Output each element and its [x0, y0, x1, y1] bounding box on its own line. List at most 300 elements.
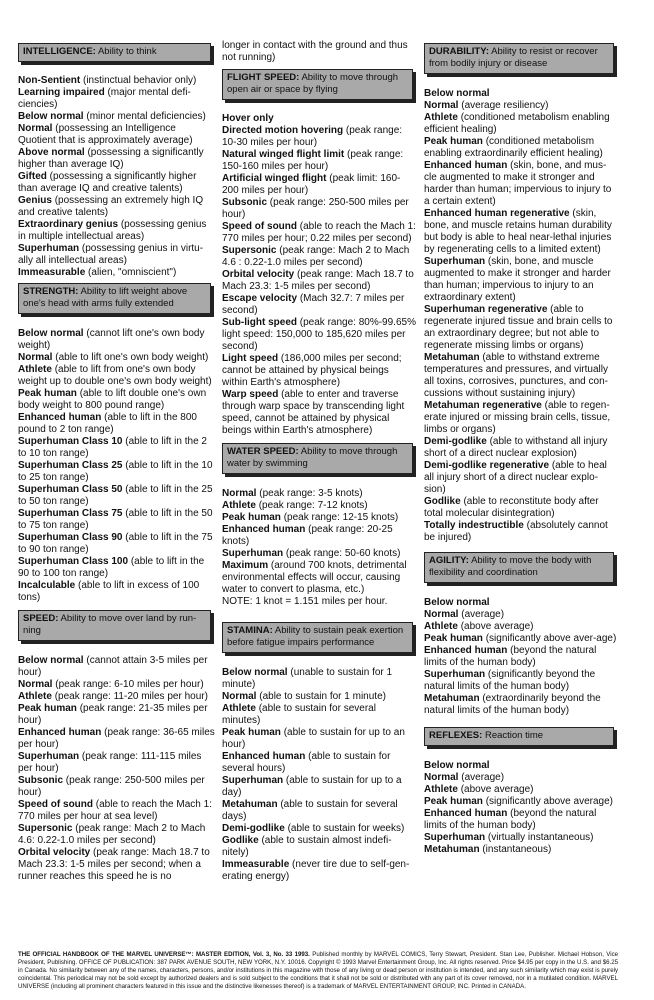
strength-header [18, 283, 211, 314]
agility-level-item [424, 669, 618, 693]
strength-level-item [18, 388, 215, 412]
water-level-name: Superhuman [222, 548, 284, 559]
reflexes-list [424, 760, 618, 856]
durability-level-name: Totally indestructible [424, 520, 524, 531]
strength-level-name: Superhuman Class 25 [18, 460, 123, 471]
intelligence-level-item [18, 75, 215, 87]
water-level-item [222, 500, 417, 512]
agility-level-name: Athlete [424, 621, 458, 632]
stamina-list [222, 667, 417, 883]
speed-level-desc: (peak range: 111-115 miles per hour) [18, 751, 202, 774]
water-level-desc: (peak range: 50-60 knots) [285, 548, 401, 559]
durability-level-name: Normal [424, 100, 459, 111]
agility-level-desc: (extraordinarily beyond the natural limits of the human body) [424, 693, 601, 716]
intelligence-level-desc: (minor mental deficiencies) [86, 111, 206, 122]
flight-level-desc: (Mach 32.7: 7 miles per second) [222, 293, 405, 316]
intelligence-level-desc: (possessing a significantly higher than average IQ) [18, 147, 204, 170]
durability-level-item [424, 460, 618, 496]
strength-level-name: Athlete [18, 364, 52, 375]
speed-level-desc: (able to reach the Mach 1: 770 miles per hour at sea level) [18, 799, 212, 822]
strength-level-item [18, 328, 215, 352]
speed-level-item [18, 823, 215, 847]
flight-level-desc: (peak range: 80%-99.65% light speed: 150,000 to 185,620 miles per second) [222, 317, 416, 352]
intelligence-level-desc: (major mental defi-ciencies) [18, 87, 191, 110]
intelligence-level-desc: (possessing genius in multiple intellectual areas) [18, 219, 207, 242]
strength-level-name: Enhanced human [18, 412, 102, 423]
durability-level-name: Godlike [424, 496, 461, 507]
flight-title: FLIGHT SPEED: [227, 72, 300, 83]
stamina-level-name: Metahuman [222, 799, 278, 810]
durability-header [424, 43, 614, 74]
stamina-level-item [222, 727, 417, 751]
intelligence-level-desc: (alien, "omniscient") [88, 267, 177, 278]
reflexes-level-desc: (significantly above average) [485, 796, 613, 807]
flight-level-name: Natural winged flight limit [222, 149, 345, 160]
agility-level-name: Normal [424, 609, 459, 620]
durability-level-desc: (able to withstand all injury short of a direct nuclear explosion) [424, 436, 608, 459]
speed-desc: Ability to move over land by run-ning [23, 613, 197, 636]
stamina-level-desc: (able to sustain for up to an hour) [222, 727, 405, 750]
water-level-desc: (peak range: 3-5 knots) [259, 488, 363, 499]
strength-level-item [18, 352, 215, 364]
water-level-name: Peak human [222, 512, 281, 523]
stamina-level-name: Enhanced human [222, 751, 306, 762]
agility-level-desc: (beyond the natural limits of the human body) [424, 645, 597, 668]
speed-level-desc: (peak range: Mach 18.7 to Mach 23.3: 1-5 miles per second; when a runner reaches this speed he is no [18, 847, 210, 882]
flight-level-name: Speed of sound [222, 221, 297, 232]
intelligence-level-item [18, 171, 215, 195]
flight-level-item [222, 245, 417, 269]
strength-level-name: Superhuman Class 90 [18, 532, 123, 543]
speed-level-desc: (cannot attain 3-5 miles per hour) [18, 655, 208, 678]
flight-level-desc: (peak range: Mach 2 to Mach 4.6 : 0.22-1.0 miles per second) [222, 245, 410, 268]
stamina-level-item [222, 859, 417, 883]
flight-level-name: Escape velocity [222, 293, 298, 304]
intelligence-level-item [18, 219, 215, 243]
intelligence-level-item [18, 267, 215, 279]
strength-level-name: Incalculable [18, 580, 76, 591]
stamina-level-desc: (unable to sustain for 1 minute) [222, 667, 393, 690]
strength-level-name: Superhuman Class 75 [18, 508, 123, 519]
flight-level-item [222, 317, 417, 353]
reflexes-level-name: Enhanced human [424, 808, 508, 819]
durability-level-desc: (conditioned metabolism enabling efficient healing) [424, 112, 610, 135]
water-level-item [222, 524, 417, 548]
stamina-level-item [222, 751, 417, 775]
intelligence-level-name: Extraordinary genius [18, 219, 119, 230]
strength-level-desc: (able to lift from one's own body weight up to double one's own body weight) [18, 364, 212, 387]
durability-level-item [424, 100, 618, 112]
flight-level-desc: (peak range: 250-500 miles per hour) [222, 197, 409, 220]
flight-level-desc: (able to enter and traverse through warp space by transcending light speed, cannot be attained by physical beings within Earth's atmosphere) [222, 389, 405, 436]
strength-level-item [18, 436, 215, 460]
durability-level-desc: (able to regenerate injured tissue and brain cells to an extraordinary degree; but not able to regenerate missing limbs or organs) [424, 304, 613, 351]
durability-level-item [424, 520, 618, 544]
speed-level-name: Speed of sound [18, 799, 93, 810]
water-list [222, 488, 417, 596]
intelligence-level-name: Genius [18, 195, 52, 206]
stamina-level-item [222, 823, 417, 835]
flight-level-name: Directed motion hovering [222, 125, 344, 136]
reflexes-level-name: Normal [424, 772, 459, 783]
strength-level-desc: (able to lift in the 90 to 100 ton range) [18, 556, 205, 579]
reflexes-header [424, 727, 614, 746]
durability-level-desc: (able to reconstitute body after total molecular disintegration) [424, 496, 599, 519]
durability-level-item [424, 352, 618, 400]
agility-level-desc: (above average) [460, 621, 534, 632]
intelligence-level-name: Non-Sentient [18, 75, 81, 86]
durability-desc: Ability to resist or recover from bodily injury or disease [429, 46, 598, 69]
intelligence-level-name: Immeasurable [18, 267, 86, 278]
durability-level-item [424, 436, 618, 460]
speed-level-item [18, 655, 215, 679]
speed-level-desc: (peak range: 250-500 miles per hour) [18, 775, 205, 798]
stamina-level-name: Godlike [222, 835, 259, 846]
flight-level-item [222, 221, 417, 245]
reflexes-desc: Reaction time [484, 730, 544, 741]
speed-continued: longer in contact with the ground and thus not running) [222, 40, 408, 63]
speed-level-name: Peak human [18, 703, 77, 714]
durability-level-name: Below normal [424, 88, 490, 99]
speed-level-desc: (peak range: 21-35 miles per hour) [18, 703, 208, 726]
flight-level-name: Hover only [222, 113, 274, 124]
speed-level-desc: (peak range: 36-65 miles per hour) [18, 727, 215, 750]
stamina-level-item [222, 775, 417, 799]
durability-level-item [424, 304, 618, 352]
flight-level-name: Light speed [222, 353, 279, 364]
flight-level-desc: (peak range: 150-160 miles per hour) [222, 149, 404, 172]
strength-level-desc: (able to lift double one's own body weight to 800 pound range) [18, 388, 207, 411]
strength-level-desc: (able to lift in the 800 pound to 2 ton range) [18, 412, 197, 435]
flight-level-item [222, 389, 417, 437]
stamina-level-desc: (never tire due to self-gen-erating energy) [222, 859, 410, 882]
durability-level-desc: (skin, bone, and muscle augmented to make it stronger and harder than human; impervious to injury to an extraordinary extent) [424, 256, 611, 303]
strength-level-item [18, 484, 215, 508]
reflexes-level-item [424, 832, 618, 844]
reflexes-level-item [424, 784, 618, 796]
durability-level-desc: (able to heal all injury short of a direct nuclear explo-sion) [424, 460, 607, 495]
stamina-level-item [222, 835, 417, 859]
column-middle [222, 0, 417, 883]
durability-level-item [424, 208, 618, 256]
speed-level-item [18, 691, 215, 703]
agility-level-item [424, 693, 618, 717]
strength-title: STRENGTH: [23, 286, 79, 297]
flight-level-name: Supersonic [222, 245, 277, 256]
footer-text: Published monthly by MARVEL COMICS, Terry Stewart, President. Stan Lee, Publisher. Michael Hobson, Vice President, Publishing. OFFICE OF PUBLICATION: 387 PARK AVENUE SOUTH, NEW YORK, N.Y. 10016. Copyright © 1993 Marvel Entertainment Group, Inc. All rights reserved. Price $4.95 per copy in the U.S. and $6.25 in Canada. No similarity between any of the names, characters, persons, and/or institutions in this magazine with those of any living or dead person or institution is intended, and any such similarity which may exist is purely coincidental. This periodical may not be sold except by authorized dealers and is sold subject to the conditions that it shall not be sold or distributed with any part of its cover removed, nor in a mutilated condition. MARVEL UNIVERSE (including all prominent characters featured in this issue and the distinctive likenesses thereof) is a trademark of MARVEL ENTERTAINMENT GROUP, INC. Printed in CANADA. [18, 951, 619, 990]
flight-level-item [222, 113, 417, 125]
water-level-item [222, 488, 417, 500]
reflexes-level-name: Below normal [424, 760, 490, 771]
reflexes-level-name: Superhuman [424, 832, 486, 843]
speed-level-name: Superhuman [18, 751, 80, 762]
agility-level-desc: (average) [461, 609, 505, 620]
flight-level-name: Subsonic [222, 197, 268, 208]
durability-level-name: Demi-godlike [424, 436, 487, 447]
water-level-name: Maximum [222, 560, 269, 571]
speed-level-item [18, 679, 215, 691]
speed-level-item [18, 727, 215, 751]
intelligence-level-item [18, 87, 215, 111]
stamina-level-item [222, 703, 417, 727]
stamina-level-desc: (able to sustain for 1 minute) [259, 691, 386, 702]
strength-level-desc: (cannot lift one's own body weight) [18, 328, 205, 351]
column-left [18, 0, 215, 883]
speed-level-name: Athlete [18, 691, 52, 702]
intelligence-level-name: Above normal [18, 147, 85, 158]
reflexes-level-item [424, 760, 618, 772]
agility-level-item [424, 609, 618, 621]
water-level-desc: (peak range: 12-15 knots) [283, 512, 399, 523]
durability-level-desc: (average resiliency) [461, 100, 549, 111]
strength-level-item [18, 556, 215, 580]
intelligence-level-name: Superhuman [18, 243, 80, 254]
strength-level-item [18, 508, 215, 532]
agility-header [424, 552, 614, 583]
agility-level-name: Metahuman [424, 693, 480, 704]
durability-level-desc: (absolutely cannot be injured) [424, 520, 608, 543]
agility-level-item [424, 645, 618, 669]
strength-list [18, 328, 215, 604]
stamina-title: STAMINA: [227, 625, 273, 636]
durability-level-name: Metahuman [424, 352, 480, 363]
speed-level-desc: (peak range: Mach 2 to Mach 4.6: 0.22-1.0 miles per second) [18, 823, 206, 846]
stamina-level-name: Normal [222, 691, 257, 702]
stamina-level-name: Athlete [222, 703, 256, 714]
strength-level-desc: (able to lift in the 50 to 75 ton range) [18, 508, 213, 531]
agility-level-desc: (significantly above aver-age) [485, 633, 617, 644]
flight-level-item [222, 125, 417, 149]
reflexes-level-name: Metahuman [424, 844, 480, 855]
agility-level-item [424, 597, 618, 609]
strength-level-item [18, 580, 215, 604]
stamina-level-desc: (able to sustain for weeks) [287, 823, 405, 834]
agility-desc: Ability to move the body with flexibility and coordination [429, 555, 592, 578]
strength-level-item [18, 364, 215, 388]
strength-level-name: Superhuman Class 100 [18, 556, 129, 567]
speed-level-item [18, 847, 215, 883]
flight-level-desc: (peak limit: 160-200 miles per hour) [222, 173, 401, 196]
flight-level-desc: (able to reach the Mach 1: 770 miles per hour; 0.22 miles per second) [222, 221, 416, 244]
agility-level-desc: (significantly beyond the natural limits of the human body) [424, 669, 596, 692]
stamina-level-desc: (able to sustain almost indefi-nitely) [222, 835, 392, 858]
durability-level-desc: (skin, bone, and mus-cle augmented to make it stronger and harder than human; impervious to injury to a certain extent) [424, 160, 612, 207]
intelligence-level-name: Learning impaired [18, 87, 105, 98]
reflexes-level-desc: (above average) [460, 784, 534, 795]
agility-level-name: Peak human [424, 633, 483, 644]
durability-level-name: Enhanced human [424, 160, 508, 171]
intelligence-level-desc: (possessing an Intelligence Quotient that is approximately average) [18, 123, 193, 146]
flight-level-desc: (peak range: 10-30 miles per hour) [222, 125, 403, 148]
speed-title: SPEED: [23, 613, 59, 624]
durability-level-name: Peak human [424, 136, 483, 147]
speed-header [18, 610, 211, 641]
reflexes-level-desc: (instantaneous) [482, 844, 552, 855]
speed-level-item [18, 751, 215, 775]
strength-desc: Ability to lift weight above one's head with arms fully extended [23, 286, 188, 309]
reflexes-level-desc: (virtually instantaneous) [487, 832, 594, 843]
water-level-desc: (peak range: 20-25 knots) [222, 524, 393, 547]
stamina-header [222, 622, 413, 653]
durability-level-name: Superhuman [424, 256, 486, 267]
strength-level-name: Superhuman Class 10 [18, 436, 123, 447]
stamina-level-name: Demi-godlike [222, 823, 285, 834]
intelligence-level-desc: (instinctual behavior only) [83, 75, 197, 86]
strength-level-desc: (able to lift in the 10 to 25 ton range) [18, 460, 213, 483]
reflexes-level-name: Peak human [424, 796, 483, 807]
durability-level-desc: (skin, bone, and muscle retains human durability but body is able to heal near-lethal injuries by regenerating cells to a limited extent) [424, 208, 612, 255]
durability-list [424, 88, 618, 544]
stamina-level-desc: (able to sustain for several hours) [222, 751, 391, 774]
stamina-level-name: Below normal [222, 667, 288, 678]
reflexes-level-item [424, 844, 618, 856]
strength-level-name: Normal [18, 352, 53, 363]
footer-title: THE OFFICIAL HANDBOOK OF THE MARVEL UNIVERSE™: MASTER EDITION, Vol. 3, No. 33 1993. [18, 951, 310, 958]
reflexes-level-desc: (average) [461, 772, 505, 783]
durability-level-item [424, 88, 618, 100]
durability-level-desc: (able to withstand extreme temperatures and pressures, and virtually all toxins, corrosives, punctures, and con-cussions without sustaining injury) [424, 352, 608, 399]
stamina-level-name: Peak human [222, 727, 281, 738]
water-level-item [222, 512, 417, 524]
strength-level-item [18, 460, 215, 484]
flight-level-desc: (186,000 miles per second; cannot be attained by physical beings within Earth's atmosphere) [222, 353, 402, 388]
strength-level-desc: (able to lift in excess of 100 tons) [18, 580, 200, 603]
flight-level-name: Sub-light speed [222, 317, 297, 328]
stamina-level-item [222, 799, 417, 823]
intelligence-level-name: Gifted [18, 171, 47, 182]
agility-level-name: Enhanced human [424, 645, 508, 656]
flight-level-item [222, 197, 417, 221]
reflexes-level-name: Athlete [424, 784, 458, 795]
flight-level-item [222, 149, 417, 173]
water-title: WATER SPEED: [227, 446, 299, 457]
durability-level-item [424, 400, 618, 436]
strength-level-name: Superhuman Class 50 [18, 484, 123, 495]
water-level-item [222, 560, 417, 596]
flight-desc: Ability to move through open air or space by flying [227, 72, 399, 95]
strength-level-item [18, 532, 215, 556]
strength-level-desc: (able to lift in the 75 to 90 ton range) [18, 532, 213, 555]
stamina-level-name: Immeasurable [222, 859, 290, 870]
flight-header [222, 69, 413, 100]
flight-level-name: Artificial winged flight [222, 173, 327, 184]
intelligence-header [18, 43, 211, 62]
reflexes-level-item [424, 772, 618, 784]
intelligence-level-item [18, 123, 215, 147]
speed-list [18, 655, 215, 883]
durability-level-item [424, 112, 618, 136]
durability-level-desc: (conditioned metabolism enabling extraordinarily efficient healing) [424, 136, 603, 159]
speed-level-name: Supersonic [18, 823, 73, 834]
stamina-level-item [222, 667, 417, 691]
strength-level-desc: (able to lift in the 25 to 50 ton range) [18, 484, 213, 507]
flight-level-item [222, 173, 417, 197]
durability-level-name: Superhuman regenerative [424, 304, 548, 315]
intelligence-desc: Ability to think [97, 46, 157, 57]
speed-level-name: Subsonic [18, 775, 64, 786]
reflexes-title: REFLEXES: [429, 730, 483, 741]
strength-level-name: Peak human [18, 388, 77, 399]
intelligence-level-desc: (possessing genius in virtu-ally all intellectual areas) [18, 243, 204, 266]
water-header [222, 443, 413, 474]
durability-level-name: Athlete [424, 112, 458, 123]
speed-level-desc: (peak range: 6-10 miles per hour) [55, 679, 204, 690]
flight-level-name: Orbital velocity [222, 269, 295, 280]
water-level-name: Athlete [222, 500, 256, 511]
reflexes-level-item [424, 796, 618, 808]
water-note: NOTE: 1 knot = 1.151 miles per hour. [222, 596, 388, 607]
water-level-name: Normal [222, 488, 257, 499]
speed-level-desc: (peak range: 11-20 miles per hour) [54, 691, 208, 702]
durability-title: DURABILITY: [429, 46, 489, 57]
strength-level-desc: (able to lift one's own body weight) [55, 352, 209, 363]
flight-level-item [222, 269, 417, 293]
stamina-level-desc: (able to sustain for several minutes) [222, 703, 376, 726]
durability-level-name: Demi-godlike regenerative [424, 460, 550, 471]
intelligence-level-item [18, 243, 215, 267]
intelligence-level-item [18, 195, 215, 219]
speed-level-name: Below normal [18, 655, 84, 666]
intelligence-list [18, 75, 215, 279]
durability-level-item [424, 136, 618, 160]
intelligence-level-name: Normal [18, 123, 53, 134]
water-level-item [222, 548, 417, 560]
water-desc: Ability to move through water by swimming [227, 446, 398, 469]
speed-level-item [18, 703, 215, 727]
agility-level-name: Below normal [424, 597, 490, 608]
flight-list [222, 113, 417, 437]
agility-title: AGILITY: [429, 555, 469, 566]
strength-level-desc: (able to lift in the 2 to 10 ton range) [18, 436, 207, 459]
durability-level-item [424, 496, 618, 520]
intelligence-level-desc: (possessing an extremely high IQ and creative talents) [18, 195, 204, 218]
flight-level-name: Warp speed [222, 389, 279, 400]
intelligence-title: INTELLIGENCE: [23, 46, 96, 57]
stamina-level-desc: (able to sustain for several days) [222, 799, 398, 822]
flight-level-item [222, 293, 417, 317]
publication-footer [18, 951, 618, 991]
durability-level-item [424, 256, 618, 304]
speed-level-name: Normal [18, 679, 53, 690]
speed-level-name: Enhanced human [18, 727, 102, 738]
strength-level-item [18, 412, 215, 436]
agility-level-item [424, 621, 618, 633]
durability-level-name: Enhanced human regenerative [424, 208, 570, 219]
stamina-level-item [222, 691, 417, 703]
reflexes-level-item [424, 808, 618, 832]
flight-level-desc: (peak range: Mach 18.7 to Mach 23.3: 1-5 miles per second) [222, 269, 414, 292]
strength-level-name: Below normal [18, 328, 84, 339]
intelligence-level-desc: (possessing a significantly higher than average IQ and creative talents) [18, 171, 197, 194]
stamina-level-name: Superhuman [222, 775, 284, 786]
agility-level-item [424, 633, 618, 645]
agility-level-name: Superhuman [424, 669, 486, 680]
column-right [424, 0, 618, 856]
stamina-level-desc: (able to sustain for up to a day) [222, 775, 402, 798]
flight-level-item [222, 353, 417, 389]
speed-level-name: Orbital velocity [18, 847, 91, 858]
durability-level-name: Metahuman regenerative [424, 400, 542, 411]
durability-level-desc: (able to regen-erate injured or missing brain cells, tissue, limbs or organs) [424, 400, 611, 435]
intelligence-level-item [18, 147, 215, 171]
intelligence-level-item [18, 111, 215, 123]
reflexes-level-desc: (beyond the natural limits of the human body) [424, 808, 597, 831]
water-level-desc: (around 700 knots, detrimental environmental effects will occur, causing water to convert to plasma, etc.) [222, 560, 407, 595]
intelligence-level-name: Below normal [18, 111, 84, 122]
stamina-desc: Ability to sustain peak exertion before fatigue impairs performance [227, 625, 404, 648]
durability-level-item [424, 160, 618, 208]
water-level-desc: (peak range: 7-12 knots) [258, 500, 368, 511]
